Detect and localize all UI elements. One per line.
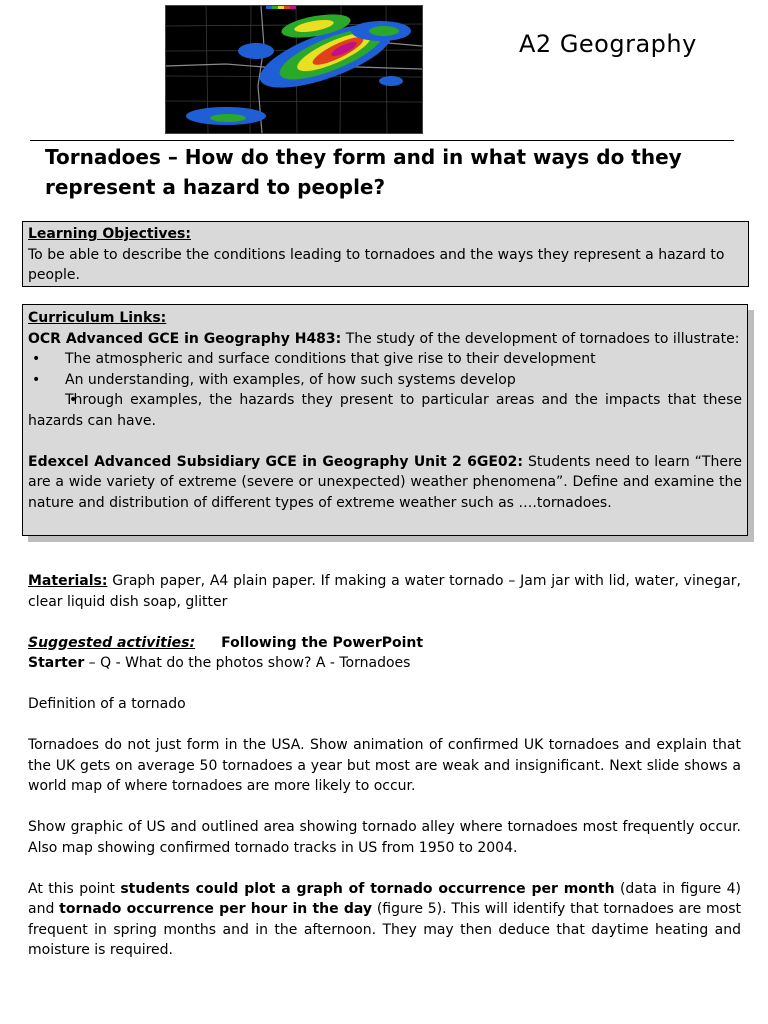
graph-text-3: (figure 5). This will identify that tornadoes are most frequent in spring months and in the afternoon. They may then deduce that daytime heating and moisture is required. [28,901,741,958]
starter-label: Starter [28,655,85,671]
graph-activity-paragraph [28,879,741,961]
lesson-body [28,571,741,981]
curriculum-links-heading: Curriculum Links: [28,310,167,326]
edexcel-paragraph [28,452,742,514]
radar-image [165,5,423,134]
graph-text-1: At this point [28,880,121,897]
materials-text: Graph paper, A4 plain paper. If making a water tornado – Jam jar with lid, water, vinegar, clear liquid dish soap, glitter [28,573,741,610]
uk-tornadoes-paragraph: Tornadoes do not just form in the USA. Show animation of confirmed UK tornadoes and explain that the UK gets on average 50 tornadoes a year but most are weak and insignificant. Next slide shows a world map of where tornadoes are more likely to occur. [28,737,741,794]
us-tornado-alley-paragraph: Show graphic of US and outlined area showing tornado alley where tornadoes most frequently occur. Also map showing confirmed tornado tracks in US from 1950 to 2004. [28,819,741,856]
materials-paragraph [28,571,741,612]
materials-label: Materials: [28,573,108,589]
curriculum-links-box [22,304,748,536]
graph-bold-1: students could plot a graph of tornado occurrence per month [120,880,615,897]
activities-line [28,633,741,654]
curriculum-bullet-3: • Through examples, the hazards they present to particular areas and the impacts that these hazards can have. [28,390,742,431]
learning-objectives-text: To be able to describe the conditions leading to tornadoes and the ways they represent a hazard to people. [28,246,725,283]
starter-line [28,653,741,674]
ocr-text: The study of the development of tornadoes to illustrate: [341,330,740,347]
starter-text: – Q - What do the photos show? A - Tornadoes [84,655,411,671]
learning-objectives-box [22,221,749,287]
curriculum-bullet-list [28,349,742,431]
course-label: A2 Geography [519,30,697,58]
curriculum-bullet-1: • The atmospheric and surface conditions that give rise to their development [28,349,742,370]
definition-line: Definition of a tornado [28,696,186,712]
curriculum-bullet-2: • An understanding, with examples, of how such systems develop [28,370,742,391]
ocr-paragraph [28,329,742,350]
learning-objectives-heading: Learning Objectives: [28,226,191,242]
graph-text-2: (data in figure 4) and [28,880,741,917]
graph-bold-2: tornado occurrence per hour in the day [59,901,373,917]
edexcel-text: Students need to learn “There are a wide variety of extreme (severe or unexpected) weather phenomena”. Define and examine the nature and distribution of different types of extreme weather such as ….tornadoes. [28,453,743,511]
activities-label: Suggested activities: [28,634,196,651]
header-divider [30,140,734,141]
edexcel-spec-label: Edexcel Advanced Subsidiary GCE in Geography Unit 2 6GE02: [28,453,524,470]
ocr-spec-label: OCR Advanced GCE in Geography H483: [28,330,342,347]
page-title: Tornadoes – How do they form and in what ways do they represent a hazard to people? [45,145,682,199]
powerpoint-note: Following the PowerPoint [221,634,424,651]
radar-graphic [166,6,422,133]
